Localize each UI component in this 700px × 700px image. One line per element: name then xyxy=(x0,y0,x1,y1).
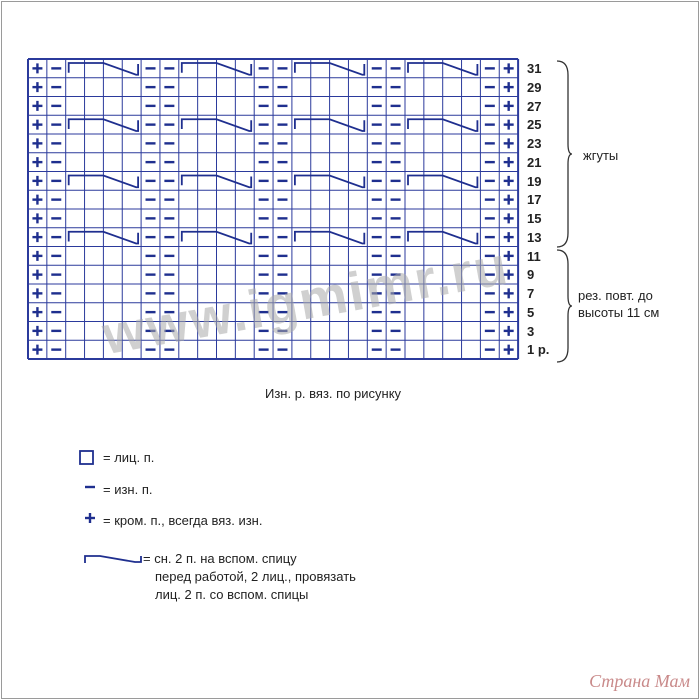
row-label: 9 xyxy=(527,267,535,283)
row-label: 1 р. xyxy=(527,342,550,358)
row-label: 27 xyxy=(527,98,542,114)
row-label: 15 xyxy=(527,211,542,226)
square-outline-icon xyxy=(80,451,93,464)
legend-cable-text-3: лиц. 2 п. со вспом. спицы xyxy=(155,587,309,602)
legend-knit-text: = лиц. п. xyxy=(103,450,155,465)
legend-cable-text-2: перед работой, 2 лиц., провязать xyxy=(155,569,356,584)
legend-purl-text: = изн. п. xyxy=(103,482,153,497)
section-label-cables: жгуты xyxy=(583,148,619,163)
legend-symbols xyxy=(80,451,141,563)
row-label: 19 xyxy=(527,173,542,189)
row-label: 17 xyxy=(527,192,542,208)
row-label: 31 xyxy=(527,61,542,76)
row-label: 13 xyxy=(527,229,542,245)
chart-caption: Изн. р. вяз. по рисунку xyxy=(265,386,402,401)
legend-cable-text-1: = сн. 2 п. на вспом. спицу xyxy=(143,551,297,566)
section-brace xyxy=(557,61,572,247)
watermark-text: www.igmimr.ru xyxy=(98,235,514,367)
row-label: 5 xyxy=(527,304,535,320)
section-brace xyxy=(557,250,572,362)
section-label-rib-line2: высоты 11 см xyxy=(578,305,660,320)
brand-logo-text: Страна Мам xyxy=(589,671,690,691)
row-label: 23 xyxy=(527,136,542,151)
section-label-rib-line1: рез. повт. до xyxy=(578,288,653,303)
row-label: 29 xyxy=(527,79,542,95)
section-brackets xyxy=(557,61,572,362)
row-label: 25 xyxy=(527,117,542,133)
legend-edge-text: = кром. п., всегда вяз. изн. xyxy=(103,513,263,528)
row-label: 3 xyxy=(527,323,535,339)
row-label: 7 xyxy=(527,286,535,301)
cable-cross-icon xyxy=(85,556,141,563)
row-label: 21 xyxy=(527,154,542,170)
row-label: 11 xyxy=(527,248,541,264)
